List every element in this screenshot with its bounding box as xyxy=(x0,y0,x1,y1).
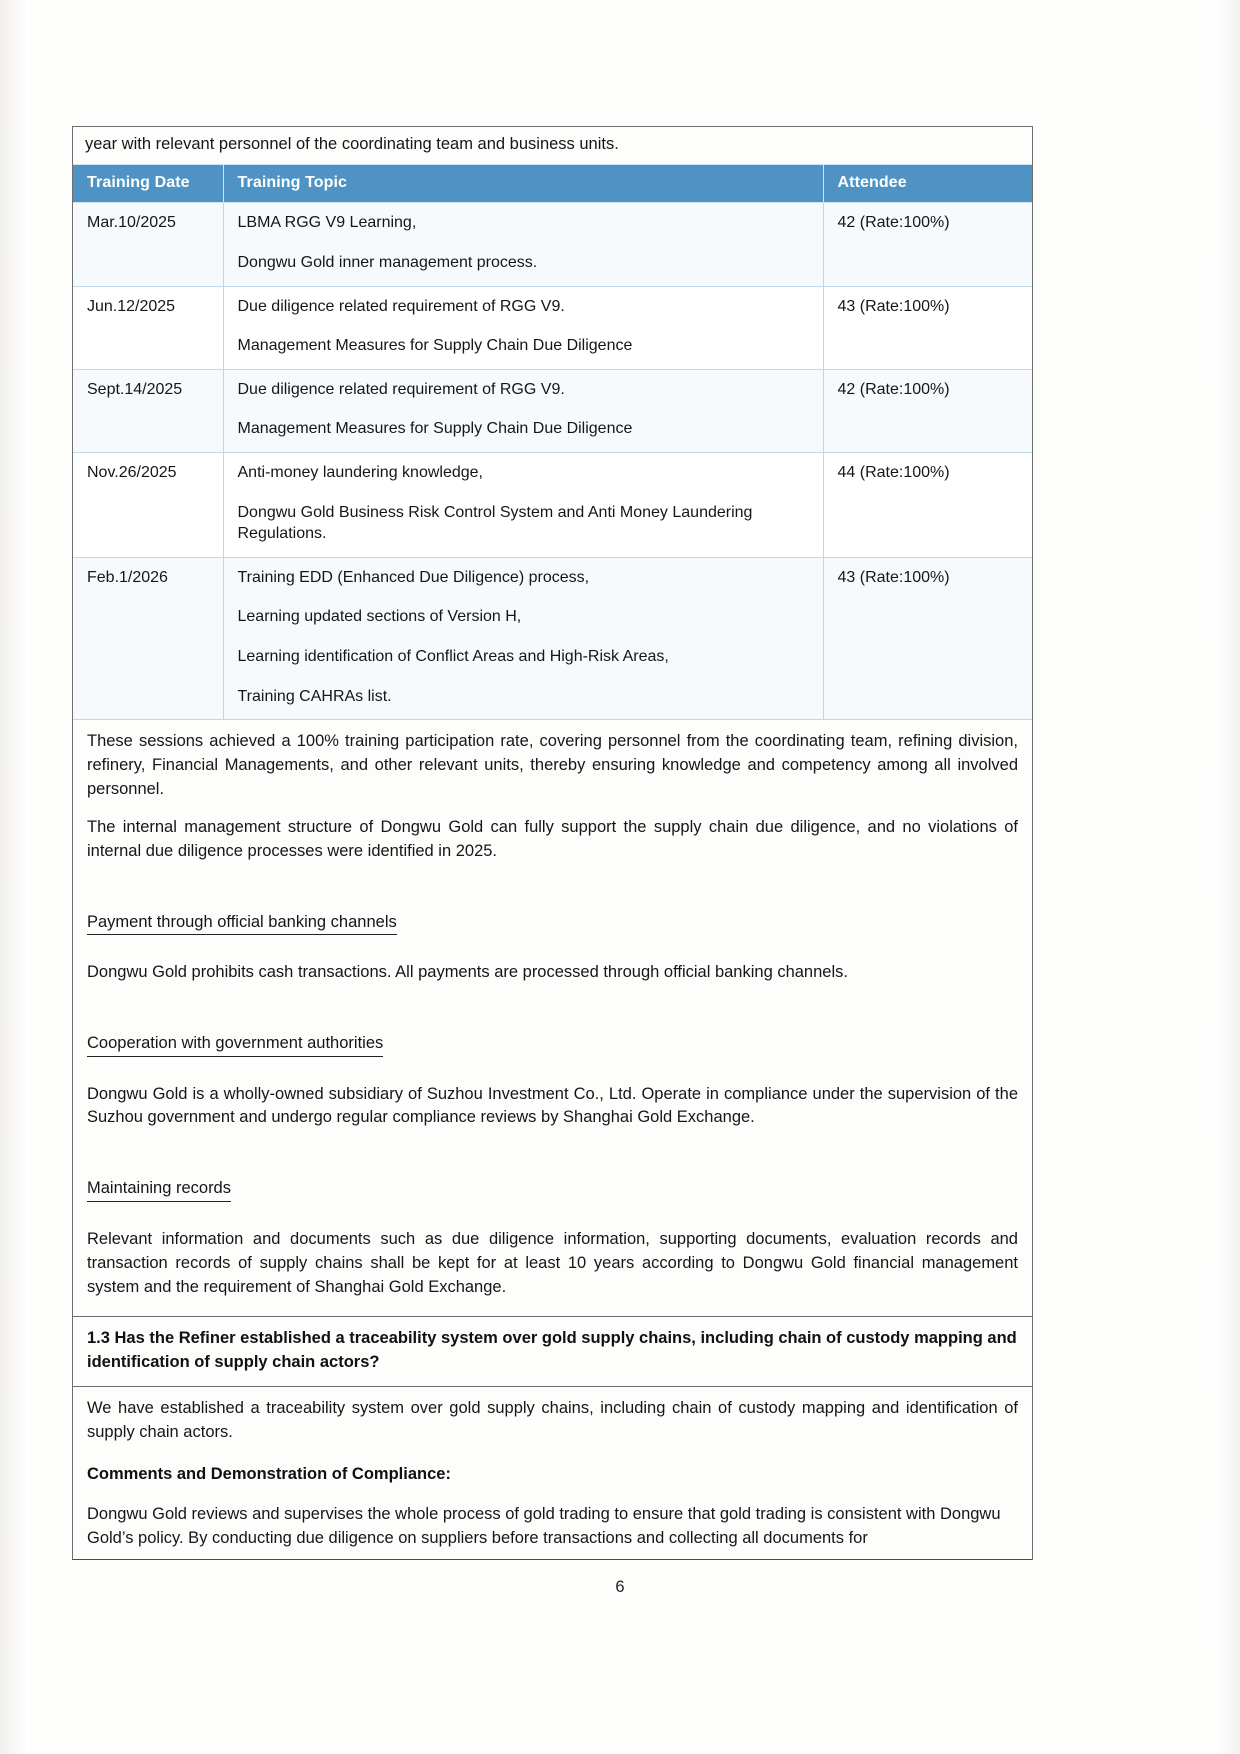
heading-cooperation-government: Cooperation with government authorities xyxy=(87,1033,383,1056)
cell-training-topic xyxy=(223,557,823,719)
cell-training-date: Feb.1/2026 xyxy=(73,557,223,719)
column-header-training-date: Training Date xyxy=(73,165,223,203)
heading-wrap-records xyxy=(87,1178,1018,1213)
paragraph-cooperation-government: Dongwu Gold is a wholly-owned subsidiary of Suzhou Investment Co., Ltd. Operate in compliance under the supervision of the Suzhou government and undergo regular compliance reviews by Shanghai Gold Exchange. xyxy=(87,1084,1018,1127)
table-header-row xyxy=(73,165,1032,203)
topic-line: Due diligence related requirement of RGG V9. xyxy=(237,297,565,315)
paragraph-payment-banking-channels: Dongwu Gold prohibits cash transactions. All payments are processed through official banking channels. xyxy=(87,963,848,982)
cell-attendee: 44 (Rate:100%) xyxy=(823,452,1032,557)
page-number: 6 xyxy=(615,1578,625,1596)
topic-line: Learning identification of Conflict Areas and High-Risk Areas, xyxy=(237,647,669,665)
cell-training-topic xyxy=(223,452,823,557)
block-bottom-spacer xyxy=(87,1300,1018,1314)
heading-wrap-payment xyxy=(87,912,1018,947)
cell-training-date: Mar.10/2025 xyxy=(73,203,223,286)
cell-training-date: Sept.14/2025 xyxy=(73,369,223,452)
training-table-body xyxy=(73,203,1032,720)
scan-edge-left xyxy=(0,0,30,1754)
cell-training-date: Jun.12/2025 xyxy=(73,286,223,369)
topic-line: Dongwu Gold inner management process. xyxy=(237,254,538,272)
section-spacer xyxy=(87,1144,1018,1178)
table-row xyxy=(73,452,1032,557)
scan-edge-right xyxy=(1214,0,1240,1754)
paragraph-internal-management: The internal management structure of Dongwu Gold can fully support the supply chain due diligence, and no violations of internal due diligence processes were identified in 2025. xyxy=(87,817,1018,860)
comments-compliance-heading: Comments and Demonstration of Compliance: xyxy=(87,1465,451,1484)
document-content xyxy=(72,126,1033,1560)
training-records-table xyxy=(73,164,1032,720)
heading-wrap-cooperation xyxy=(87,1033,1018,1068)
column-header-attendee: Attendee xyxy=(823,165,1032,203)
topic-line: Dongwu Gold Business Risk Control System and Anti Money Laundering Regulations. xyxy=(237,503,753,543)
topic-line: Anti-money laundering knowledge, xyxy=(237,463,483,481)
answer-1-3-box xyxy=(72,1387,1033,1560)
question-1-3-box xyxy=(72,1316,1033,1388)
paragraph-maintaining-records: Relevant information and documents such as due diligence information, supporting documents, evaluation records and transaction records of supply chains shall be kept for at least 10 years according to Dongwu Gold financial management system and the requirement of Shanghai Gold Exchange. xyxy=(87,1229,1018,1296)
comments-compliance-body: Dongwu Gold reviews and supervises the whole process of gold trading to ensure that gold trading is consistent with Dongwu Gold’s policy. By conducting due diligence on suppliers before transactions and collecting all documents for xyxy=(87,1505,1001,1548)
topic-line: Management Measures for Supply Chain Due Diligence xyxy=(237,337,633,355)
table-row xyxy=(73,203,1032,286)
topic-line: Management Measures for Supply Chain Due Diligence xyxy=(237,420,633,438)
cell-training-date: Nov.26/2025 xyxy=(73,452,223,557)
question-1-3-text: 1.3 Has the Refiner established a traceability system over gold supply chains, including chain of custody mapping and identification of supply chain actors? xyxy=(87,1328,1017,1371)
cell-attendee: 42 (Rate:100%) xyxy=(823,203,1032,286)
cell-attendee: 43 (Rate:100%) xyxy=(823,286,1032,369)
table-row xyxy=(73,557,1032,719)
topic-line: Training EDD (Enhanced Due Diligence) process, xyxy=(237,568,590,586)
paragraph-training-participation: These sessions achieved a 100% training participation rate, covering personnel from the coordinating team, refining division, refinery, Financial Managements, and other relevant units, thereby ensuring knowledge and competency among all involved personnel. xyxy=(87,732,1018,798)
intro-and-table-frame xyxy=(72,126,1033,720)
topic-line: LBMA RGG V9 Learning, xyxy=(237,214,417,232)
table-row xyxy=(73,286,1032,369)
cell-training-topic xyxy=(223,203,823,286)
section-spacer xyxy=(87,878,1018,912)
answer-1-3-text: We have established a traceability system over gold supply chains, including chain of custody mapping and identification of supply chain actors. xyxy=(87,1399,1018,1442)
cell-attendee: 43 (Rate:100%) xyxy=(823,557,1032,719)
cell-attendee: 42 (Rate:100%) xyxy=(823,369,1032,452)
intro-continuation-line: year with relevant personnel of the coordinating team and business units. xyxy=(85,135,619,153)
column-header-training-topic: Training Topic xyxy=(223,165,823,203)
heading-maintaining-records: Maintaining records xyxy=(87,1178,231,1201)
section-spacer xyxy=(87,999,1018,1033)
topic-line: Learning updated sections of Version H, xyxy=(237,608,522,626)
cell-training-topic xyxy=(223,286,823,369)
topic-line: Training CAHRAs list. xyxy=(237,687,392,705)
table-row xyxy=(73,369,1032,452)
heading-payment-banking-channels: Payment through official banking channels xyxy=(87,912,397,935)
cell-training-topic xyxy=(223,369,823,452)
topic-line: Due diligence related requirement of RGG V9. xyxy=(237,380,565,398)
body-text-block xyxy=(72,720,1033,1315)
